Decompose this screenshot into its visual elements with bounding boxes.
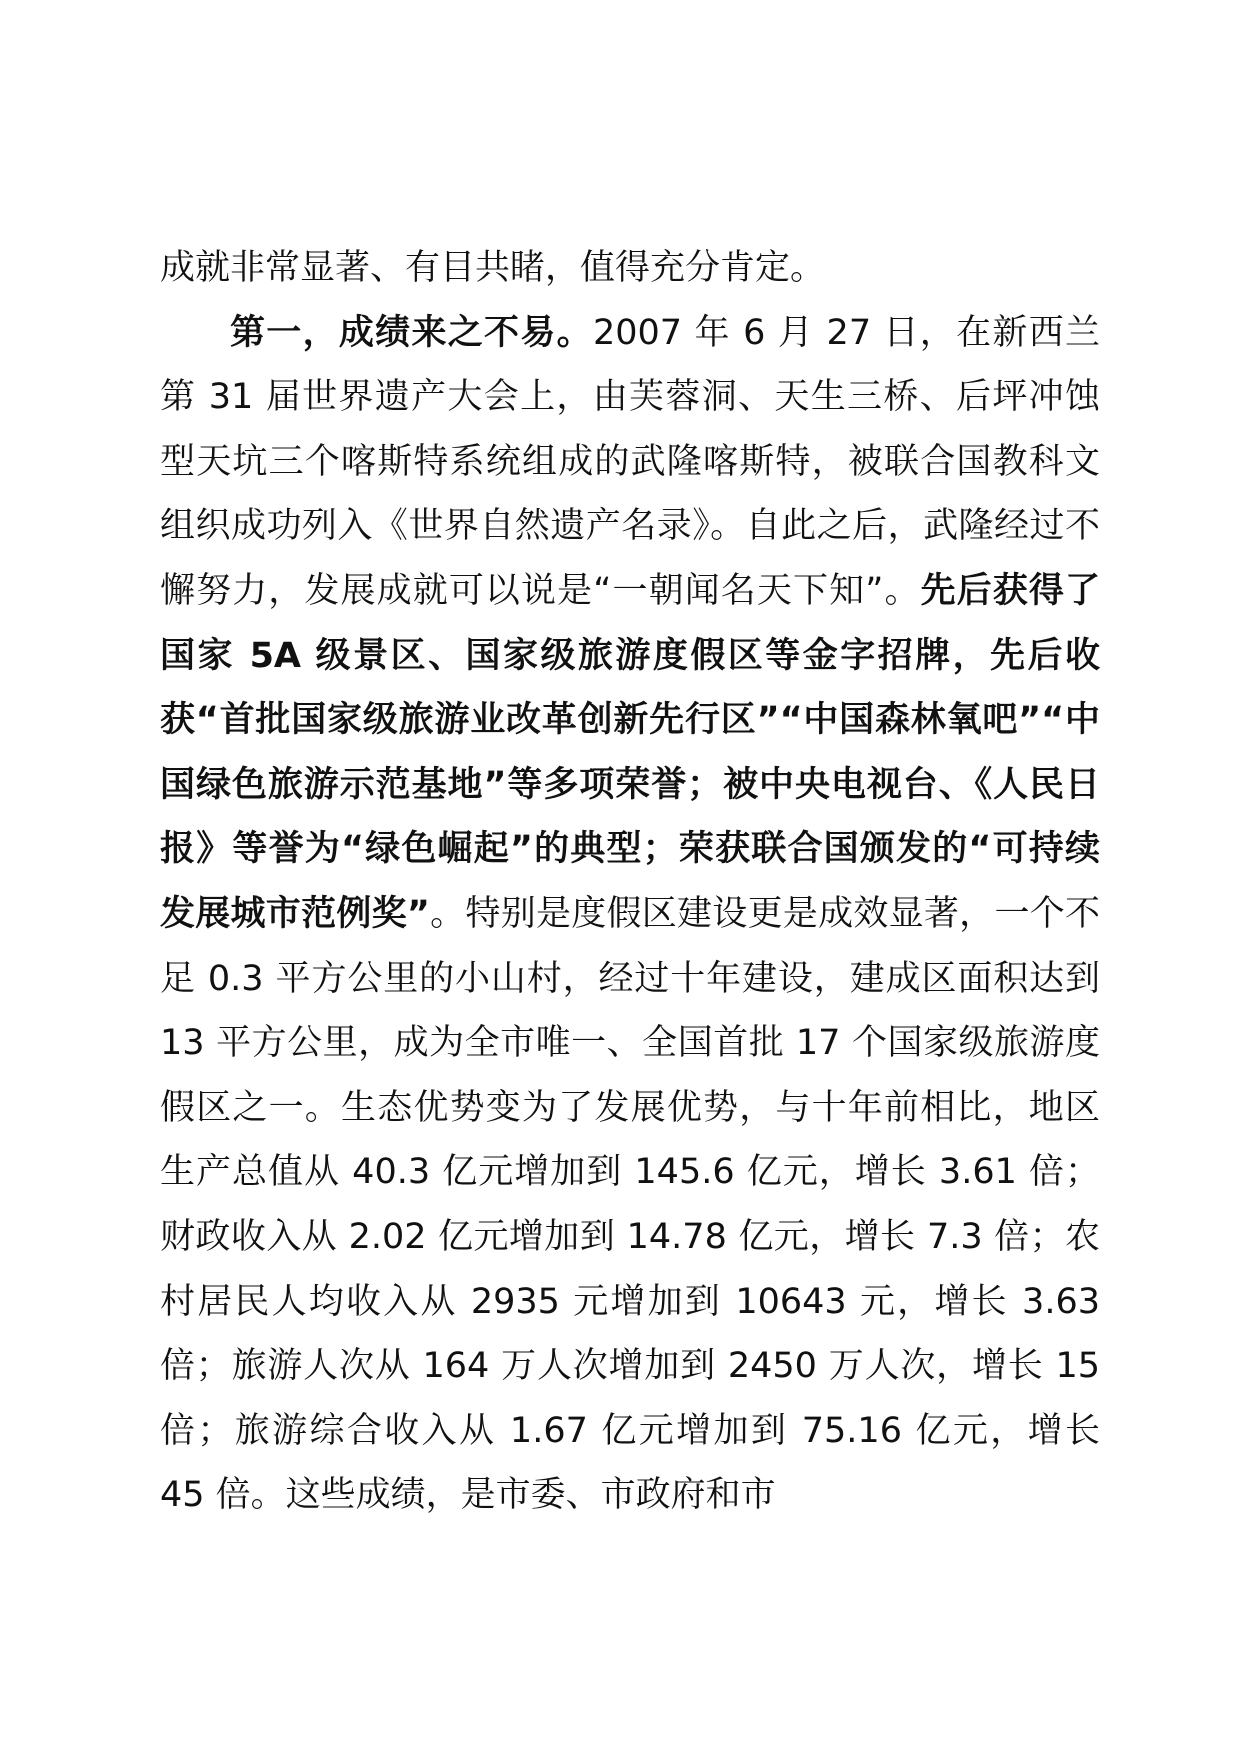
text-run: 2007 年 6 月 27 日，在新西兰第 31 届世界遗产大会上，由芙蓉洞、天生三桥、后坪冲蚀型天坑三个喀斯特系统组成的武隆喀斯特，被联合国教科文组织成功列入《世界自然遗产名录》。自此之后，武隆经过不懈努力，发展成就可以说是“一朝闻名天下知”。 <box>160 312 1100 611</box>
paragraph-continuation <box>160 236 1100 301</box>
bold-text-run: 先后获得了国家 5A 级景区、国家级旅游度假区等金字招牌，先后收获“首批国家级旅游业改革创新先行区”“中国森林氧吧”“中国绿色旅游示范基地”等多项荣誉；被中央电视台、《人民日报》等誉为“绿色崛起”的典型；荣获联合国颁发的“可持续发展城市范例奖” <box>160 570 1100 934</box>
paragraph-first-achievement <box>160 301 1100 1528</box>
text-run: 。特别是度假区建设更是成效显著，一个不足 0.3 平方公里的小山村，经过十年建设，建成区面积达到 13 平方公里，成为全市唯一、全国首批 17 个国家级旅游度假区之一。生态优势变为了发展优势，与十年前相比，地区生产总值从 40.3 亿元增加到 145.6 亿元，增长 3.61 倍；财政收入从 2.02 亿元增加到 14.78 亿元，增长 7.3 倍；农村居民人均收入从 2935 元增加到 10643 元，增长 3.63 倍；旅游人次从 164 万人次增加到 2450 万人次，增长 15 倍；旅游综合收入从 1.67 亿元增加到 75.16 亿元，增长 45 倍。这些成绩，是市委、市政府和市 <box>160 893 1100 1516</box>
paragraph-heading: 第一，成绩来之不易。 <box>230 312 593 353</box>
text-run: 成就非常显著、有目共睹，值得充分肯定。 <box>160 248 826 288</box>
document-body <box>160 236 1100 1528</box>
